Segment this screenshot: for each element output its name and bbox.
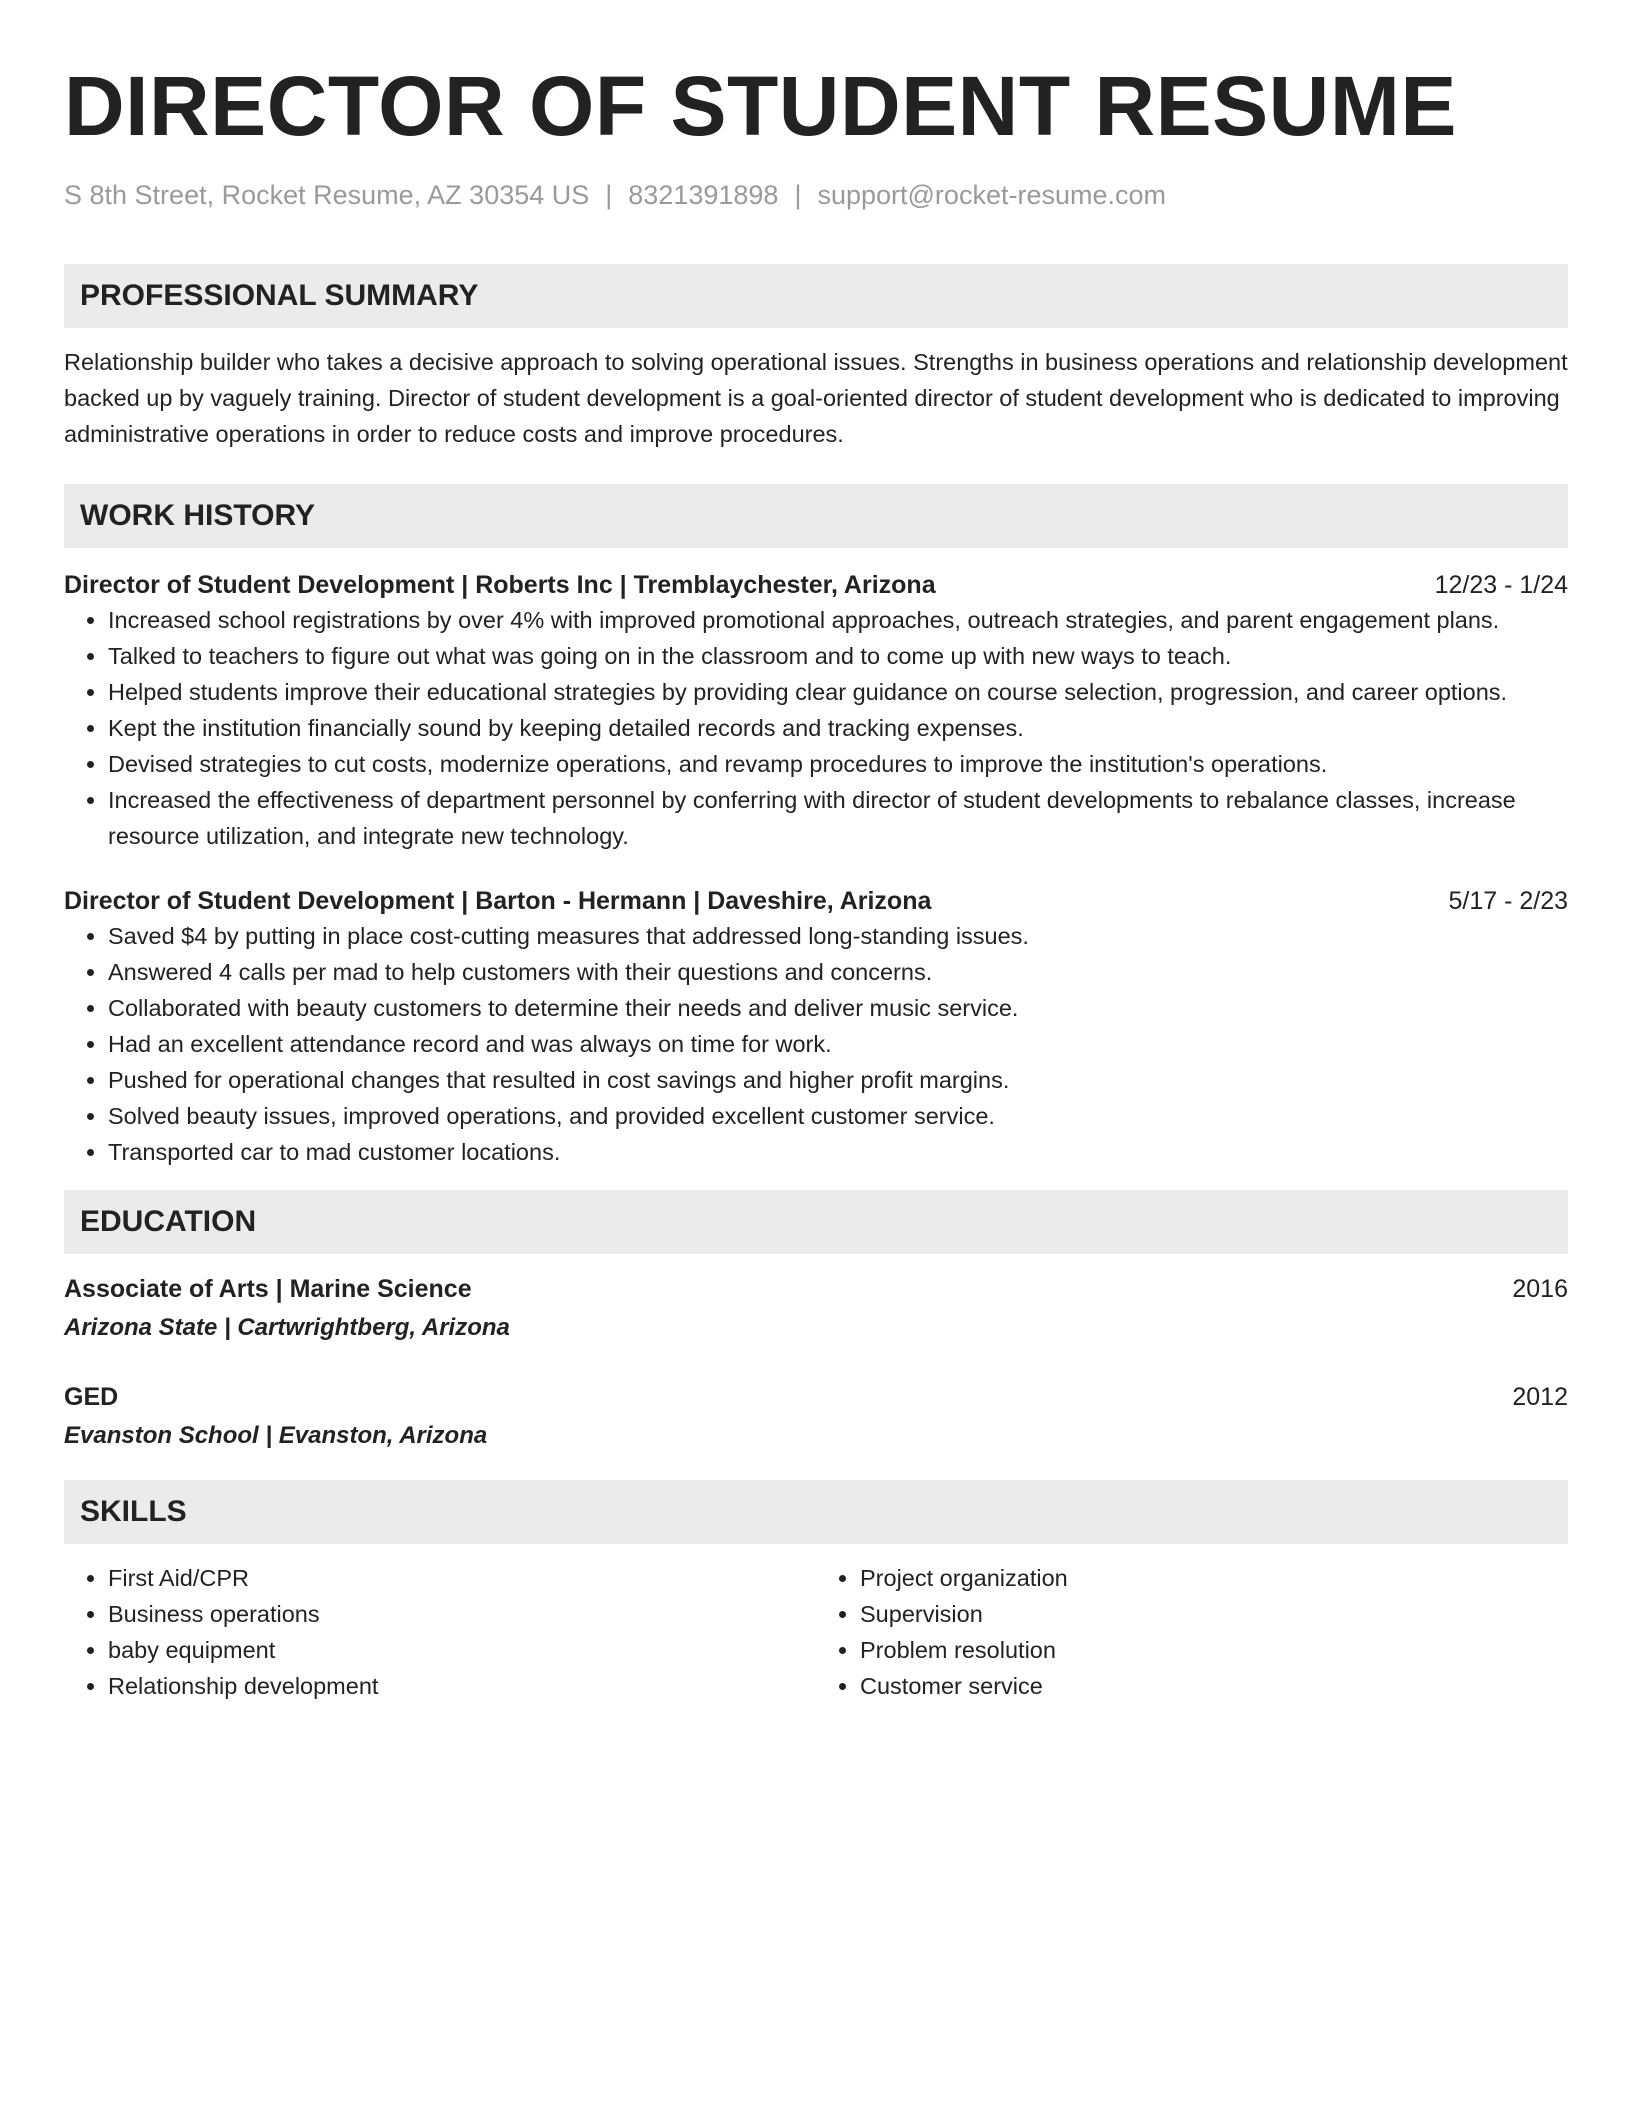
job-dates: 5/17 - 2/23 xyxy=(1448,887,1568,915)
skills-column-right xyxy=(816,1560,1568,1704)
education-degree: Associate of Arts | Marine Science xyxy=(64,1275,472,1303)
section-header-summary: PROFESSIONAL SUMMARY xyxy=(64,264,1568,328)
education-year: 2016 xyxy=(1512,1275,1568,1303)
contact-email: support@rocket-resume.com xyxy=(817,180,1166,210)
skill-item: • Problem resolution xyxy=(860,1632,1568,1668)
job-bullet: • Kept the institution financially sound by keeping detailed records and tracking expenses. xyxy=(108,710,1568,746)
job-title: Director of Student Development | Barton - Hermann | Daveshire, Arizona xyxy=(64,887,932,915)
education-school: Evanston School | Evanston, Arizona xyxy=(64,1422,488,1449)
education-entry-header xyxy=(64,1380,1568,1414)
job-bullet: • Helped students improve their educational strategies by providing clear guidance on course selection, progression, and career options. xyxy=(108,674,1568,710)
job-bullet: • Had an excellent attendance record and was always on time for work. xyxy=(108,1026,1568,1062)
summary-text: Relationship builder who takes a decisive approach to solving operational issues. Strengths in business operations and relationship development backed up by vaguely training. Director of student development is a goal-oriented director of student development who is dedicated to improving administrative operations in order to reduce costs and improve procedures. xyxy=(64,349,1568,447)
skills-grid xyxy=(64,1560,1568,1704)
job-bullet: • Saved $4 by putting in place cost-cutting measures that addressed long-standing issues. xyxy=(108,918,1568,954)
job-entry-header xyxy=(64,568,1568,602)
job-bullet-list xyxy=(64,918,1568,1170)
job-bullet: • Answered 4 calls per mad to help customers with their questions and concerns. xyxy=(108,954,1568,990)
job-entry-header xyxy=(64,884,1568,918)
skill-item: • Business operations xyxy=(108,1596,816,1632)
section-header-work-history: WORK HISTORY xyxy=(64,484,1568,548)
skills-list xyxy=(64,1560,816,1704)
contact-phone: 8321391898 xyxy=(628,180,779,210)
contact-separator: | xyxy=(605,180,613,210)
skills-list xyxy=(816,1560,1568,1704)
job-bullet: • Talked to teachers to figure out what was going on in the classroom and to come up with new ways to teach. xyxy=(108,638,1568,674)
contact-separator: | xyxy=(794,180,802,210)
job-bullet: • Devised strategies to cut costs, modernize operations, and revamp procedures to improve the institution's operations. xyxy=(108,746,1568,782)
skill-item: • Project organization xyxy=(860,1560,1568,1596)
section-header-skills: SKILLS xyxy=(64,1480,1568,1544)
education-degree: GED xyxy=(64,1383,119,1411)
skill-item: • Customer service xyxy=(860,1668,1568,1704)
contact-line xyxy=(64,178,1568,212)
job-dates: 12/23 - 1/24 xyxy=(1434,571,1568,599)
education-entry-header xyxy=(64,1272,1568,1306)
job-bullet: • Pushed for operational changes that resulted in cost savings and higher profit margins. xyxy=(108,1062,1568,1098)
contact-address: S 8th Street, Rocket Resume, AZ 30354 US xyxy=(64,180,590,210)
skill-item: • First Aid/CPR xyxy=(108,1560,816,1596)
skills-column-left xyxy=(64,1560,816,1704)
job-bullet: • Solved beauty issues, improved operations, and provided excellent customer service. xyxy=(108,1098,1568,1134)
skill-item: • Relationship development xyxy=(108,1668,816,1704)
job-bullet: • Transported car to mad customer locations. xyxy=(108,1134,1568,1170)
job-bullet: • Collaborated with beauty customers to determine their needs and deliver music service. xyxy=(108,990,1568,1026)
resume-title: DIRECTOR OF STUDENT RESUME xyxy=(64,59,1457,153)
section-header-education: EDUCATION xyxy=(64,1190,1568,1254)
job-bullet-list xyxy=(64,602,1568,854)
job-bullet: • Increased school registrations by over 4% with improved promotional approaches, outreach strategies, and parent engagement plans. xyxy=(108,602,1568,638)
education-school: Arizona State | Cartwrightberg, Arizona xyxy=(64,1314,510,1341)
job-title: Director of Student Development | Roberts Inc | Tremblaychester, Arizona xyxy=(64,571,936,599)
education-year: 2012 xyxy=(1512,1383,1568,1411)
skill-item: • baby equipment xyxy=(108,1632,816,1668)
job-bullet: • Increased the effectiveness of department personnel by conferring with director of student developments to rebalance classes, increase resource utilization, and integrate new technology. xyxy=(108,782,1568,854)
skill-item: • Supervision xyxy=(860,1596,1568,1632)
